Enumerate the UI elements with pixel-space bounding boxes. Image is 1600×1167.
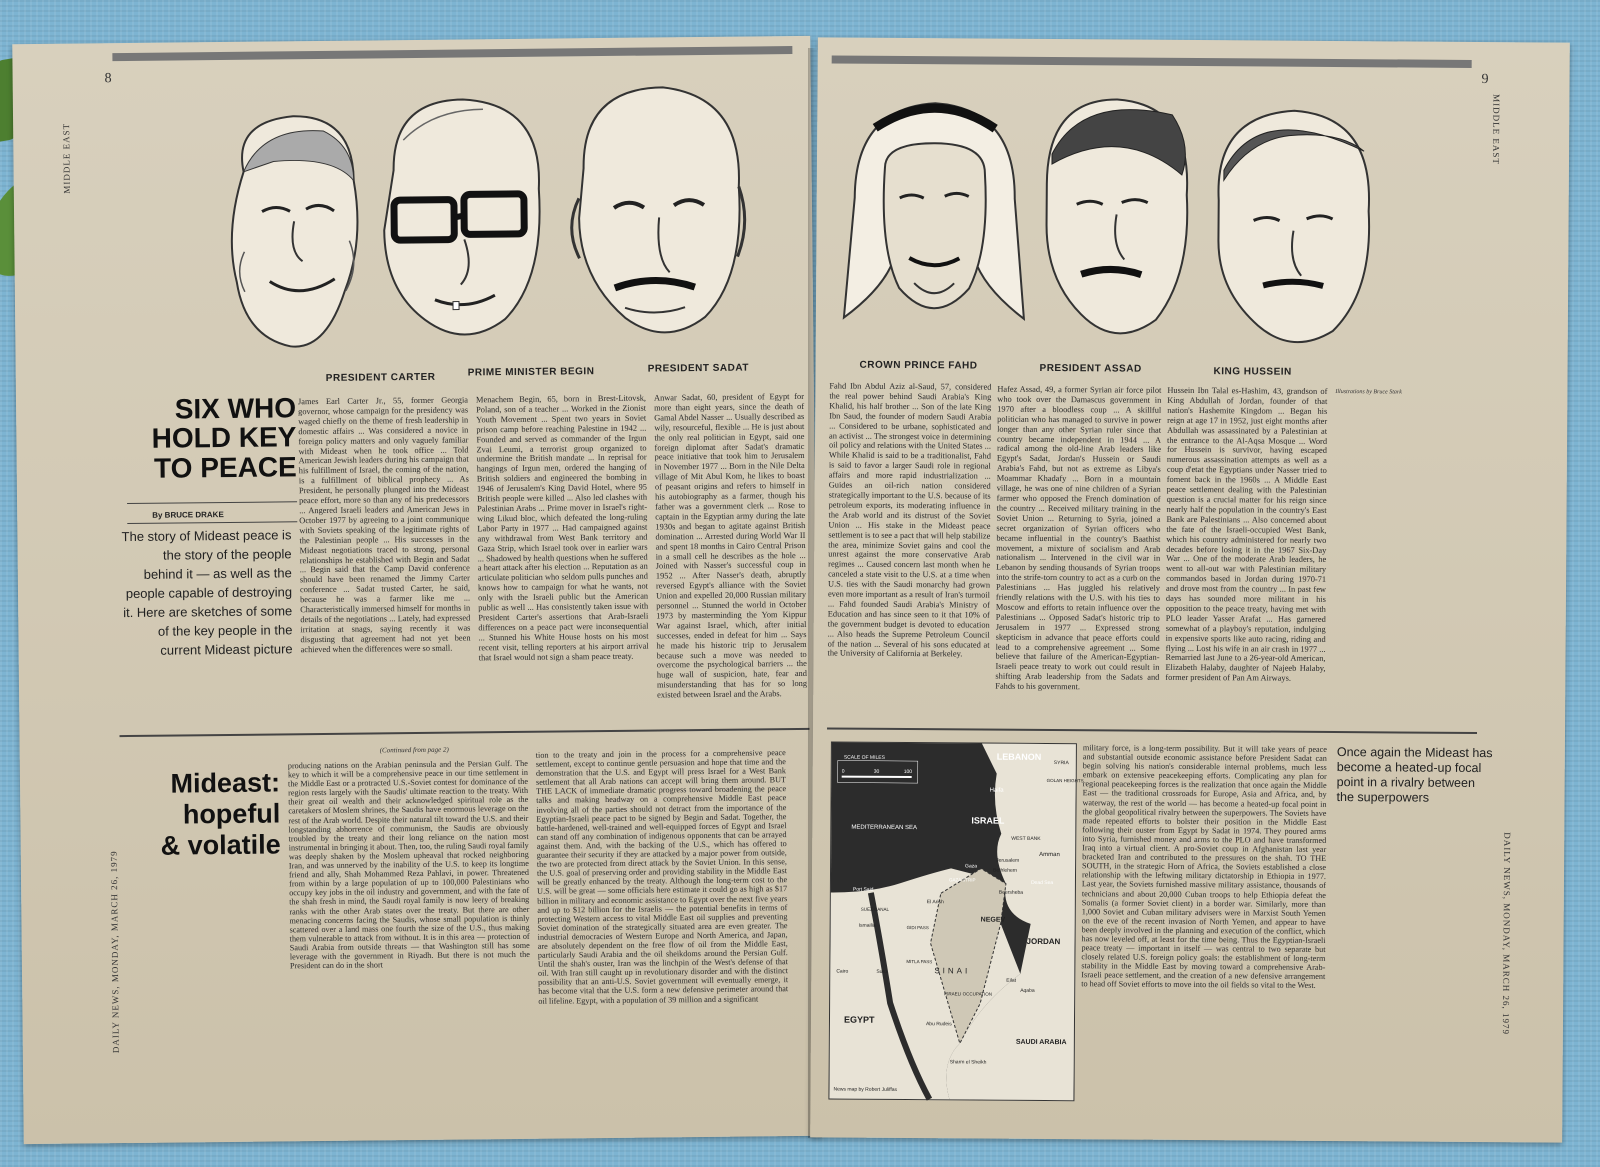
byline-rule <box>127 521 297 524</box>
caption-fahd: CROWN PRINCE FAHD <box>859 359 978 372</box>
map-scale-tick: 30 <box>873 768 880 775</box>
map-label: Haifa <box>989 787 1004 794</box>
map-label: Suez <box>876 968 888 975</box>
map-label: MEDITERRANEAN SEA <box>851 824 918 832</box>
headline-line: TO PEACE <box>153 451 297 484</box>
section-divider <box>827 727 1477 734</box>
map-label: SUEZ CANAL <box>860 906 890 912</box>
lower-column-1: producing nations on the Arabian peninsula and the Persian Gulf. The key to which it will be a comprehensive peace in our time settlement in the Middle East or a protracted U.S.-Soviet contest for dominance of the region rests largely with the Saudis' ultimate reaction to the treaty. With their great oil wealth and their acknowledged spiritual role as the caretakers of Moslem shrines, the Saudis have enormous leverage on the rest of the Arab world. Despite their natural tilt toward the U.S. and their longstanding abhorrence of communism, the Saudis are obviously troubled by the treaty and their long reliance on the nation most instrumental in bringing it about. Then, too, the ruling Saudi royal family was deeply shaken by the Moslem upheaval that rocked neighboring Iran, and was unnerved by the inability of the U.S. to keep its longtime friend and ally, Shah Mohammed Reza Pahlavi, in power. Threatened from within by a large population of up to 100,000 Palestinians who occupy key jobs in the oil industry and government, and with the fate of the shah fresh in mind, the Saudi royal family is now leery of breaking ranks with the other Arab states over the treaty. But there are other menacing concerns facing the Saudis, whose small population is thinly scattered over a land mass one fourth the size of the U.S., thus making them vulnerable to attack from without. It is in this area — protection of Saudi Arabia from outside threats — that Washington still has some leverage with the government in Riyadh. But there is not much the President can do in the short <box>287 758 530 971</box>
newspaper-page-left <box>12 36 821 1144</box>
story-deck: The story of Mideast peace is the story of the people behind it — as well as the people capable of destroying it. Here are sketches of some of the key people in the current Mideast picture <box>121 527 293 658</box>
fahd-portrait <box>834 88 1036 349</box>
footer-date: DAILY NEWS, MONDAY, MARCH 26, 1979 <box>1500 832 1513 1036</box>
carter-bio-text: James Earl Carter Jr., 55, former Georgia governor, whose campaign for the presidency was waged chiefly on the theme of fresh leadership in domestic affairs ... Was considered a novice in foreign policy matters and only vaguely familiar with Mideast when he took office ... Told American Jewish leaders during his campaign that his fulfillment of Israel, the coming of the nation, is a fulfillment of biblical prophecy ... As President, he personally plunged into the Mideast peace effort, more so than any of his predecessors ... Angered Israeli leaders and American Jews in October 1977 by agreeing to a joint communique with Soviets speaking of the legitimate rights of the Palestinian people ... His successes in the Mideast negotiations traced to strong, personal relationships he established with Begin and Sadat ... Begin said that the Camp David conference should have been renamed the Jimmy Carter conference ... Sadat trusted Carter, he said, because he was a farmer like me ... Characteristically immersed himself for months in details of the negotiations ... Lately, had expressed irritation at snags, saying recently it was disgusting that agreement had not yet been achieved when the differences were so small. <box>297 395 471 654</box>
page-number: 9 <box>1481 72 1490 88</box>
map-label: Gaza <box>965 863 978 870</box>
map-credit: News map by Robert Juliffas <box>833 1086 898 1093</box>
assad-bio-text: Hafez Assad, 49, a former Syrian air force pilot who took over the Damascus government in 1970 after a bloodless coup ... A skillful politician who has managed to survive in power longer than any other Syrian ruler since that country became independent in 1944 ... A radical among the old-line Arab leaders like Egypt's Sadat, Jordan's Hussein or Saudi Arabia's Fahd, but not as extreme as Libya's Moammar Khadafy ... Born in a mountain village, he was one of nine children of a Syrian farmer who opposed the French domination of the country ... Received military training in the Soviet Union ... Returning to Syria, joined a secret organization of Syrian officers who became influential in the country's Baathist movement, a mixture of socialism and Arab nationalism ... Intervened in the civil war in Lebanon by sending thousands of Syrian troops into the strife-torn country to act as a curb on the Palestinians ... Has juggled his relatively friendly relations with the U.S. with his ties to Moscow and efforts to retain influence over the Palestinians ... Opposed Sadat's historic trip to Jerusalem in 1977 ... Expressed strong skepticism in advance that peace efforts could lead to a comprehensive agreement ... Some believe that failure of the American-Egyptian-Israeli peace treaty to work out could result in shifting Arab leadership from the Sadats and Fahds to his government. <box>995 384 1162 692</box>
map-label: Sharm el Sheikh <box>949 1059 987 1066</box>
byline: By BRUCE DRAKE <box>152 510 224 520</box>
map-label: El Arish <box>926 899 944 906</box>
section-label: MIDDLE EAST <box>1490 94 1502 165</box>
section-label: MIDDLE EAST <box>61 122 72 194</box>
map-label: Beersheba <box>998 889 1024 896</box>
map-label: Port Said <box>852 886 874 893</box>
top-rule <box>112 46 792 61</box>
main-headline <box>116 393 297 483</box>
map-label: WEST BANK <box>1011 835 1041 842</box>
hussein-portrait <box>1188 90 1390 351</box>
map-label: SYRIA <box>1053 760 1069 767</box>
sadat-portrait <box>553 76 756 348</box>
map-scale-label: SCALE OF MILES <box>843 754 885 761</box>
map-label: Ismailia <box>858 922 876 929</box>
map-label: JORDAN <box>1026 936 1061 947</box>
map-label: MITLA PASS <box>906 959 933 965</box>
map-label: GIDI PASS <box>906 925 929 931</box>
map-label: EGYPT <box>843 1014 875 1025</box>
map-graphic <box>829 743 1084 1101</box>
headline-line: SIX WHO <box>174 392 297 425</box>
map-label: Jerusalem <box>996 857 1020 864</box>
top-rule <box>832 55 1472 67</box>
mideast-map <box>828 741 1084 1101</box>
continued-line: (Continued from page 2) <box>379 745 449 755</box>
begin-portrait <box>353 89 556 351</box>
map-label: ISRAELI OCCUPATION <box>944 991 993 997</box>
lower-column-2: tion to the treaty and join in the process for a comprehensive peace settlement, except to continue gentle persuasion and hope that time and the demonstration that the U.S. and Egypt will press Israel for a West Bank settlement that all Arab nations can accept will bring them around. BUT THE LACK of immediate dramatic progress toward broadening the peace talks and making headway on a comprehensive Middle East peace involving all of the parties should not detract from the importance of the Egyptian-Israeli peace pact to be signed by Begin and Sadat. Together, the battle-hardened, well-trained and well-equipped forces of Egypt and Israel can stand off any combination of indigenous opponents that can be arrayed against them. And, with the backing of the U.S., which has offered to guarantee their security if they are attacked by a major power from outside, the two are protected from direct attack by the Soviet Union. In this sense, the U.S. goal of preserving order and providing stability in the Middle East will be greatly enhanced by the treaty. Although the long-term cost to the U.S. will be great — some officials here estimate it could go as high as $17 billion in military and economic assistance to Egypt over the next five years and up to $12 billion for the Israelis — the potential benefits in terms of protecting Western access to vital Middle East oil supplies and preventing Soviet domination of the strategically situated area are even greater. The industrial democracies of Western Europe and North America, and Japan, are absolutely dependent on the free flow of oil from the Middle East, particularly Saudi Arabia and the oil sheikdoms around the Persian Gulf. Until the shah's ouster, Iran was the linchpin of the West's defense of that oil. With Iran still caught up in revolutionary disorder and with the distinct possibility that an anti-U.S. Soviet government will eventually emerge, it has become vital that the U.S. form a new defensive perimeter around that oil lifeline. Egypt, with a population of 39 million and a significant <box>535 748 789 1006</box>
illustration-credit: Illustrations by Bruce Stark <box>1335 389 1402 396</box>
map-scale-tick: 0 <box>841 768 845 775</box>
caption-sadat: PRESIDENT SADAT <box>647 362 749 375</box>
map-label: Amman <box>1039 851 1060 859</box>
byline-rule <box>127 501 297 504</box>
caption-assad: PRESIDENT ASSAD <box>1039 362 1142 375</box>
lower-column-3: military force, is a long-term possibility. But it will take years of peace and substantial outside economic assistance before President Sadat can begin solving his nation's considerable internal problems, much less embark on extensive peacekeeping efforts. Complicating any plan for regional peacekeeping forces is the realization that once again the Middle East — the traditional crossroads for Europe, Asia and Africa, and, by waterway, the rest of the world — has become a heated-up focal point in the global geopolitical rivalry between the superpowers. The Soviets have made repeated efforts to bolster their position in the Middle East following their ouster from Egypt by Sadat in 1974. They poured arms into Syria, furnished money and arms to the PLO and have transformed Iraq into a virtual client. A pro-Soviet coup in Afghanistan last year bracketed Iran and contributed to the pressures on the shah. TO THE SOUTH, in the strategic Horn of Africa, the Soviets established a close relationship with the leftwing military dictatorship in Ethiopia in 1977. Last year, the Soviets furnished massive military assistance, thousands of technicians and about 20,000 Cuban troops to help Ethiopia defeat the Somalis (a former Soviet client) in a border war. Similarly, more than 1,000 Soviet and Cuban military advisers were in Marxist South Yemen on the eve of the recent invasion of North Yemen, and appear to have been deeply involved in the planning and execution of the conflict, which has now leveled off, at least for the time being. Thus the Egyptian-Israeli peace treaty — important in itself — was central to two separate but closely related U.S. foreign policy goals: the establishment of long-term stability in the Middle East by moving toward a comprehensive Arab-Israeli peace settlement, and the creation of a new defensive arrangement to head off Soviet efforts to move into the oil fields so vital to the West. <box>1081 743 1327 991</box>
page-number: 8 <box>104 71 113 87</box>
map-label: Cairo <box>836 968 849 975</box>
map-label: SAUDI ARABIA <box>1015 1038 1067 1047</box>
map-label: ISRAEL <box>971 815 1005 826</box>
map-label: LEBANON <box>996 751 1042 762</box>
caption-carter: PRESIDENT CARTER <box>325 371 436 384</box>
section-divider <box>120 728 810 737</box>
map-label: Aqaba <box>1020 987 1035 994</box>
caption-begin: PRIME MINISTER BEGIN <box>467 366 595 379</box>
newspaper-page-right <box>810 37 1570 1142</box>
map-label: Abu Rudeis <box>925 1021 952 1028</box>
sadat-bio-text: Anwar Sadat, 60, president of Egypt for more than eight years, since the death of Gamal Abdel Nasser ... Usually described as wily, resourceful, flexible ... He is just about the only real politician in Egypt, said one foreign diplomat after Sadat's dramatic peace initiative that took him to Jerusalem in November 1977 ... Born in the Nile Delta village of Mit Abul Kom, he likes to boast of peasant origins and refers to himself in his autobiography as a farmer, though his father was a government clerk ... Rose to captain in the Egyptian army during the late 1930s and began to agitate against British domination ... Arrested during World War II and spent 18 months in Cairo Central Prison in a small cell he describes as the hole ... Joined with Nasser's successful coup in 1952 ... After Nasser's death, abruptly reversed Egypt's alliance with the Soviet Union and expelled 20,000 Russian military personnel ... Stunned the world in October 1973 by masterminding the Yom Kippur War against Israel, which, after initial successes, ended in defeat for him ... Says he made his historic trip to Jerusalem because such a move was needed to overcome the psychological barriers ... the huge wall of suspicion, hate, fear and misunderstanding that has for so long existed between Israel and the Arabs. <box>653 391 808 700</box>
hussein-bio-text: Hussein Ibn Talal es-Hashim, 43, grandson of King Abdullah of Jordan, founder of that nation's Hashemite Kingdom ... Began his reign at age 17 in 1952, just eight months after Abdullah was assassinated by a Palestinian at the entrance to the Al-Aqsa Mosque ... Word for Hussein is survivor, having escaped numerous assassination attempts as well as a coup d'etat the Egyptians under Nasser tried to foment back in the 1960s ... A Middle East peace settlement dealing with the Palestinian question is a crucial matter for his reign since nearly half the population in the country's East Bank are Palestinians ... Also concerned about the fate of the Israeli-occupied West Bank, which his country administered for nearly two decades before losing it in the 1967 Six-Day War ... One of the moderate Arab leaders, he went to all-out war with Palestinian military commandos based in Jordan during 1970-71 and drove most from the country ... In past few days has sounded more militant in his opposition to the peace treaty, having met with PLO leader Yasser Arafat ... Has garnered somewhat of a playboy's reputation, indulging in expensive sports like auto racing, riding and flying ... Lost his wife in an air crash in 1977 ... Remarried last June to a 26-year-old American, Elizabeth Halaby, daughter of Najeeb Halaby, former president of Pan Am Airways. <box>1165 385 1328 683</box>
fahd-bio-text: Fahd Ibn Abdul Aziz al-Saud, 57, considered the real power behind Saudi Arabia's King Khalid, his half brother ... Son of the late King Ibn Saud, the founder of modern Saudi Arabia ... Considered to be urbane, sophisticated and an activist ... The strongest voice in determining oil policy and relations with the United States ... While Khalid is said to be a traditionalist, Fahd is said to favor a larger Saudi role in regional affairs and more rapid industrialization ... Guides an oil-rich nation considered strategically important to the U.S. because of its petroleum exports, its moderating influence in the Arab world and its distrust of the Soviet Union ... His stake in the Mideast peace settlement is to see a pact that will help stabilize the area, minimize Soviet gains and cool the unrest against the more conservative Arab regimes ... Caused concern last month when he canceled a state visit to the U.S. at a time when U.S. ties with the Saudi monarchy had grown even more important as a result of Iran's turmoil ... Fahd founded Saudi Arabia's Ministry of Education and has since seen to it that 10% of the government budget is devoted to education ... Also heads the Supreme Petroleum Council of the nation ... Several of his sons educated at the University of California at Berkeley. <box>827 381 992 659</box>
begin-bio-text: Menachem Begin, 65, born in Brest-Litovsk, Poland, son of a teacher ... Worked in the Zionist Youth Movement ... Spent two years in Soviet prison camp before reaching Palestine in 1942 ... Founded and served as commander of the Irgun Zvai Leumi, a terrorist group organized to undermine the British mandate ... In reprisal for hangings of Irgun men, ordered the hanging of British soldiers and engineered the bombing in 1946 of Jerusalem's King David Hotel, where 95 British people were killed ... Also led clashes with Palestinian Arabs ... Prime mover in Israel's right-wing Likud bloc, which defeated the long-ruling Labor Party in 1977 ... Had campaigned against any withdrawal from West Bank territory and Gaza Strip, which Israel took over in earlier wars ... Shadowed by health questions when he suffered a heart attack after his election ... Reputation as an articulate politician who seldom pulls punches and knows how to campaign for what he wants, not only with the Israeli public but the American public as well ... Has consistently taken issue with President Carter's assertions that Arab-Israeli differences on a peace pact were inconsequential ... Stunned his White House hosts on his most recent visit, telling reporters at his airport arrival that Israel would not sign a sham peace treaty. <box>475 393 649 662</box>
map-label: Dead Sea <box>1030 879 1054 887</box>
carter-portrait <box>213 100 376 362</box>
headline-line: & volatile <box>160 829 281 861</box>
headline-line: HOLD KEY <box>151 421 297 455</box>
map-label: NEGEV <box>980 916 1006 924</box>
caption-hussein: KING HUSSEIN <box>1213 366 1292 378</box>
map-label: Bethlehem <box>993 867 1017 874</box>
pull-quote: Once again the Mideast has become a heated-up focal point in a rivalry between the superpowers <box>1336 745 1493 805</box>
map-label: GAZA STRIP <box>948 877 976 883</box>
map-label: GOLAN HEIGHTS <box>1046 778 1084 784</box>
lower-headline <box>110 767 281 862</box>
footer-date: DAILY NEWS, MONDAY, MARCH 26, 1979 <box>108 850 121 1054</box>
assad-portrait <box>1021 84 1203 345</box>
map-label: SINAI <box>934 966 971 976</box>
headline-line: hopeful <box>182 798 281 830</box>
headline-line: Mideast: <box>170 767 281 799</box>
map-label: Eilat <box>1006 977 1017 984</box>
map-scale-tick: 100 <box>903 769 913 776</box>
